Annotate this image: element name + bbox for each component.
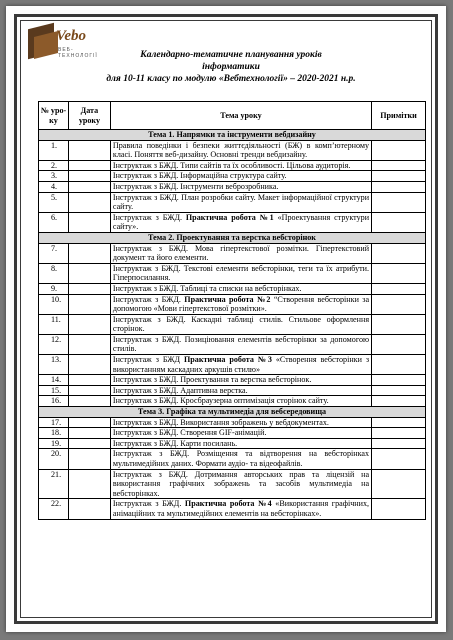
table-row [39, 355, 426, 375]
lesson-topic [110, 314, 371, 334]
lesson-number: 22. [39, 499, 69, 519]
table-row [39, 171, 426, 182]
lesson-notes [372, 192, 426, 212]
lesson-number: 3. [39, 171, 69, 182]
lesson-notes [372, 171, 426, 182]
header-date: Дата уроку [68, 102, 110, 130]
lesson-notes [372, 140, 426, 160]
logo-word: Vebo [56, 28, 86, 44]
document-title [66, 49, 396, 85]
section-title: Тема 1. Напрямки та інструменти вебдизайну [39, 130, 426, 141]
lesson-notes [372, 160, 426, 171]
lesson-topic [110, 212, 371, 232]
lesson-notes [372, 417, 426, 428]
practical-work-label: Практична робота №3 [183, 355, 272, 365]
lesson-date [68, 243, 110, 263]
lesson-number: 2. [39, 160, 69, 171]
lesson-notes [372, 181, 426, 192]
table-row [39, 192, 426, 212]
lesson-notes [372, 428, 426, 439]
lesson-topic [110, 140, 371, 160]
topic-text-continued: “Створення вебсторінки за допомогою «Мови гіпертекстової розмітки». [112, 294, 370, 314]
table-row [39, 438, 426, 449]
lesson-notes [372, 355, 426, 375]
practical-work-label: Практична робота №2 [184, 294, 271, 304]
lesson-date [68, 263, 110, 283]
table-row [39, 294, 426, 314]
lesson-topic [110, 243, 371, 263]
table-row [39, 160, 426, 171]
lesson-topic [110, 396, 371, 407]
lesson-number: 5. [39, 192, 69, 212]
lesson-number: 6. [39, 212, 69, 232]
lesson-notes [372, 283, 426, 294]
lesson-topic [110, 438, 371, 449]
table-row [39, 396, 426, 407]
logo-tagline: ВЕБ-ТЕХНОЛОГІЇ [58, 47, 98, 59]
section-row [39, 232, 426, 243]
header-topic: Тема уроку [110, 102, 371, 130]
topic-text: Інструктаж з БЖД. Текстові елементи вебсторінки, теги та їх атрибути. Гіперпосилання. [112, 263, 370, 283]
lesson-date [68, 428, 110, 439]
lesson-date [68, 438, 110, 449]
topic-text: Інструктаж з БЖД. Каскадні таблиці стилів. Стильове оформлення сторінок. [112, 314, 370, 334]
lesson-number: 12. [39, 334, 69, 354]
topic-text: Інструктаж з БЖД. Використання зображень у вебдокументах. [112, 417, 329, 427]
table-body [39, 130, 426, 520]
lesson-number: 15. [39, 385, 69, 396]
section-row [39, 407, 426, 418]
topic-text: Інструктаж з БЖД [112, 355, 184, 365]
lesson-date [68, 375, 110, 386]
topic-text: Інструктаж з БЖД. Адаптивна верстка. [112, 385, 248, 395]
lesson-notes [372, 294, 426, 314]
lesson-topic [110, 192, 371, 212]
lesson-number: 9. [39, 283, 69, 294]
topic-text: Інструктаж з БЖД. Проектування та верстка вебсторінок. [112, 375, 312, 385]
lesson-date [68, 396, 110, 407]
table-row [39, 181, 426, 192]
topic-text: Правила поведінки і безпеки життєдіяльності (БЖ) в комп’ютерному класі. Поняття веб-дизайну. Основні тренди вебдизайну. [112, 140, 370, 160]
practical-work-label: Практична робота №1 [185, 212, 274, 222]
topic-text: Інструктаж з БЖД. [112, 212, 186, 222]
lesson-notes [372, 263, 426, 283]
lesson-date [68, 334, 110, 354]
lesson-topic [110, 449, 371, 469]
lesson-notes [372, 449, 426, 469]
lesson-notes [372, 385, 426, 396]
lesson-notes [372, 212, 426, 232]
topic-text: Інструктаж з БЖД. Створення GIF-анімацій. [112, 428, 267, 438]
lesson-number: 13. [39, 355, 69, 375]
lesson-date [68, 160, 110, 171]
lesson-notes [372, 243, 426, 263]
topic-text: Інструктаж з БЖД. Мова гіпертекстової розмітки. Гіпертекстовий документ та його елементи. [112, 243, 370, 263]
lesson-number: 8. [39, 263, 69, 283]
lesson-date [68, 314, 110, 334]
lesson-topic [110, 160, 371, 171]
lesson-topic [110, 385, 371, 396]
lesson-notes [372, 375, 426, 386]
topic-text-continued: «Створення вебсторінки з використанням каскадних аркушів стилю» [112, 355, 370, 374]
lesson-notes [372, 469, 426, 499]
topic-text: Інструктаж з БЖД. Кросбраузерна оптимізація сторінок сайту. [112, 396, 329, 406]
lesson-number: 14. [39, 375, 69, 386]
document-page [6, 6, 446, 632]
lesson-notes [372, 334, 426, 354]
lesson-topic [110, 375, 371, 386]
table-row [39, 263, 426, 283]
lesson-topic [110, 171, 371, 182]
topic-text: Інструктаж з БЖД. Позиціювання елементів вебсторінки за допомогою стилів. [112, 334, 370, 354]
lesson-plan-table [38, 101, 426, 520]
topic-text: Інструктаж з БЖД. Інструменти веброзробника. [112, 181, 279, 191]
lesson-topic [110, 294, 371, 314]
topic-text: Інструктаж з БЖД. План розробки сайту. Макет інформаційної структури сайту. [112, 192, 370, 212]
topic-text: Інструктаж з БЖД. Карти посилань. [112, 438, 238, 448]
table-row [39, 243, 426, 263]
lesson-number: 16. [39, 396, 69, 407]
topic-text-continued: «Використання графічних, анімаційних та мультимедійних елементів на вебсторінках». [112, 499, 370, 518]
topic-text-continued: «Проектування структури сайту». [112, 212, 370, 232]
lesson-date [68, 385, 110, 396]
table-row [39, 283, 426, 294]
lesson-notes [372, 438, 426, 449]
lesson-date [68, 140, 110, 160]
lesson-topic [110, 263, 371, 283]
table-row [39, 385, 426, 396]
lesson-date [68, 294, 110, 314]
lesson-date [68, 283, 110, 294]
table-row [39, 334, 426, 354]
lesson-number: 1. [39, 140, 69, 160]
lesson-number: 10. [39, 294, 69, 314]
topic-text: Інструктаж з БЖД. Таблиці та списки на вебсторінках. [112, 283, 302, 293]
lesson-number: 19. [39, 438, 69, 449]
lesson-topic [110, 283, 371, 294]
header-num: № уро-ку [39, 102, 69, 130]
lesson-notes [372, 499, 426, 519]
lesson-date [68, 469, 110, 499]
topic-text: Інструктаж з БЖД. Типи сайтів та їх особливості. Цільова аудиторія. [112, 160, 351, 170]
table-row [39, 417, 426, 428]
lesson-topic [110, 428, 371, 439]
title-line-2: інформатики [202, 62, 260, 72]
lesson-topic [110, 469, 371, 499]
lesson-date [68, 181, 110, 192]
lesson-number: 20. [39, 449, 69, 469]
table-row [39, 449, 426, 469]
header-notes: Примітки [372, 102, 426, 130]
topic-text: Інструктаж з БЖД. Розміщення та відтворення на вебсторінках мультимедійних даних. Формати аудіо- та відеофайлів. [112, 449, 370, 468]
table-row [39, 314, 426, 334]
topic-text: Інструктаж з БЖД. Дотримання авторських прав та ліцензій на використання графічних зображень та засобів мультимедіа на вебсторінках. [112, 469, 370, 498]
section-title: Тема 3. Графіка та мультимедіа для вебсередовища [39, 407, 426, 418]
lesson-topic [110, 181, 371, 192]
topic-text: Інструктаж з БЖД. Інформаційна структура сайту. [112, 171, 287, 181]
lesson-date [68, 355, 110, 375]
lesson-number: 21. [39, 469, 69, 499]
lesson-date [68, 449, 110, 469]
section-title: Тема 2. Проектування та верстка вебсторінок [39, 232, 426, 243]
table-row [39, 375, 426, 386]
lesson-number: 7. [39, 243, 69, 263]
table-row [39, 469, 426, 499]
practical-work-label: Практична робота №4 [184, 499, 272, 509]
lesson-date [68, 192, 110, 212]
lesson-number: 11. [39, 314, 69, 334]
table-row [39, 499, 426, 519]
lesson-date [68, 499, 110, 519]
lesson-notes [372, 314, 426, 334]
title-line-3: для 10-11 класу по модулю «Вебтехнології» – 2020-2021 н.р. [106, 74, 356, 84]
lesson-notes [372, 396, 426, 407]
topic-text: Інструктаж з БЖД. [112, 499, 185, 509]
table-row [39, 212, 426, 232]
lesson-topic [110, 499, 371, 519]
lesson-number: 4. [39, 181, 69, 192]
lesson-number: 17. [39, 417, 69, 428]
lesson-date [68, 212, 110, 232]
table-row [39, 140, 426, 160]
topic-text: Інструктаж з БЖД. [112, 294, 185, 304]
lesson-number: 18. [39, 428, 69, 439]
lesson-topic [110, 417, 371, 428]
lesson-date [68, 417, 110, 428]
table-row [39, 428, 426, 439]
section-row [39, 130, 426, 141]
lesson-date [68, 171, 110, 182]
title-line-1: Календарно-тематичне планування уроків [140, 50, 322, 60]
lesson-topic [110, 355, 371, 375]
lesson-topic [110, 334, 371, 354]
